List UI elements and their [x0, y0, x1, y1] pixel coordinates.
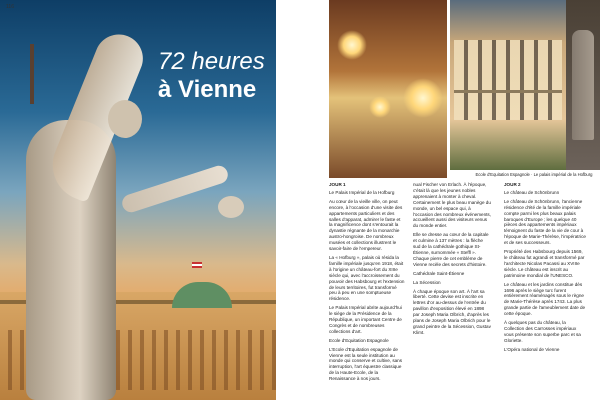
statue-arm	[120, 163, 230, 214]
paragraph: À chaque époque son art. À l'art sa liberté. Cette devise est inscrite en lettres d'or au-dessus de l'entrée du pavillon d'exposition élevé en 1898 par Joseph Maria Olbrich, d'après les plans de Joseph Maria Olbrich pour le grand peintre de la Sécession, Gustav Klimt.	[413, 288, 491, 335]
paragraph: nual Fischer von Erlach. À l'époque, c'était là que les jeunes nobles apprenaient à monter à cheval. Certainement le plus beau manège du monde, un bel espace qui, à l'occasion des nombreux événements, accueillent aussi des visiteurs venus du monde entier.	[413, 182, 491, 229]
title-line-1: 72 heures	[158, 48, 265, 75]
paragraph: La « Hofburg », palais où résida la famille impériale jusqu'en 1918, était à l'origine un château-fort du XIIIe siècle qui, avec l'accroissement du pouvoir des Habsbourg et l'extension de leurs territoires, fut transformé peu à peu en une somptueuse résidence.	[329, 254, 405, 302]
statue-photo	[566, 0, 600, 170]
chandelier-icon	[369, 96, 391, 118]
facade-ledge	[454, 90, 562, 93]
title-line-2: à Vienne	[158, 76, 257, 103]
section-heading: Cathédrale Saint-Étienne	[413, 270, 465, 276]
paragraph: Au cœur de la vieille ville, on peut encore, à l'occasion d'une visite des appartements particuliers et des salles d'apparat, admirer le faste et la magnificence dont s'entourait la dynastie régnante de la monarchie austro-hongroise. De nombreux musées et collections illustrent le savoir-faire de l'empereur.	[329, 198, 403, 252]
day-heading: JOUR 1	[329, 182, 346, 187]
paragraph: L'Ecole d'Equitation espagnole de Vienne est la seule institution au monde qui conserve et cultive, sans interruption, l'art équestre classique de la Haute-Ecole, de la Renaissance à nos jours.	[329, 346, 403, 382]
statue-figure	[572, 30, 594, 140]
facade-windows	[454, 40, 562, 120]
section-heading: La Sécession	[413, 279, 441, 285]
riding-school-photo	[329, 0, 447, 178]
paragraph: Elle se dresse au cœur de la capitale et culmine à 137 mètres : la flèche sud de la cathédrale gothique St-Étienne, surnommée « Steffl ». Chaque pierre de cet emblème de Vienne recèle des secrets d'histoire.	[413, 232, 489, 267]
statue-hand	[218, 196, 244, 218]
section-heading: Le Palais Impérial de la Hofburg	[329, 189, 395, 195]
text-column-1	[329, 182, 405, 385]
text-column-3	[504, 182, 586, 356]
paragraph: Le Palais Impérial abrite aujourd'hui le siège de la Présidence de la République, un important Centre de Congrès et de nombreuses collections d'art.	[329, 305, 402, 334]
chandelier-icon	[403, 78, 443, 118]
day-heading: JOUR 2	[504, 182, 521, 187]
austrian-flag	[192, 262, 202, 268]
paragraph: Le château de Schönbrunn, l'ancienne résidence d'été de la famille impériale compte parmi les plus beaux palais baroques d'Europe ; les quelque 40 pièces des appartements impériaux témoignent du faste de la vie de cour à l'époque de Marie-Thérèse, l'impératrice et de ses successeurs.	[504, 198, 586, 246]
photo-caption: Ecole d'Equitation Espagnole · Le palais impérial de la Hofburg	[475, 172, 593, 177]
page-number: 116	[6, 4, 14, 10]
hofburg-facade-photo	[450, 0, 566, 170]
text-column-2	[413, 182, 491, 339]
paragraph: Le château et les jardins constitue dès 1696 après le siège turc furent entièrement réaménagés sous le règne de Marie-Thérèse après 1743. La plus grande partie de l'ameublement date de cette époque.	[504, 281, 586, 317]
paragraph: À quelques pas du château, la Collection des Carrosses impériaux vous présente son superbe parc et sa Gloriette.	[504, 320, 581, 343]
hero-photo	[0, 0, 276, 400]
palace-dome	[172, 282, 232, 308]
chandelier-icon	[337, 30, 367, 60]
section-heading: Ecole d'Equitation Espagnole	[329, 337, 389, 343]
section-heading: L'Opéra national de Vienne	[504, 346, 560, 352]
section-heading: Le château de Schönbrunn	[504, 189, 560, 195]
lamp-post	[30, 44, 34, 104]
paragraph: Propriété des Habsbourg depuis 1569, le château fut agrandi et transformé par l'architecte Nicolas Pacassi au XVIIIe siècle. Le château est inscrit au patrimoine mondial de l'UNESCO.	[504, 249, 585, 278]
statue-head	[108, 100, 142, 138]
